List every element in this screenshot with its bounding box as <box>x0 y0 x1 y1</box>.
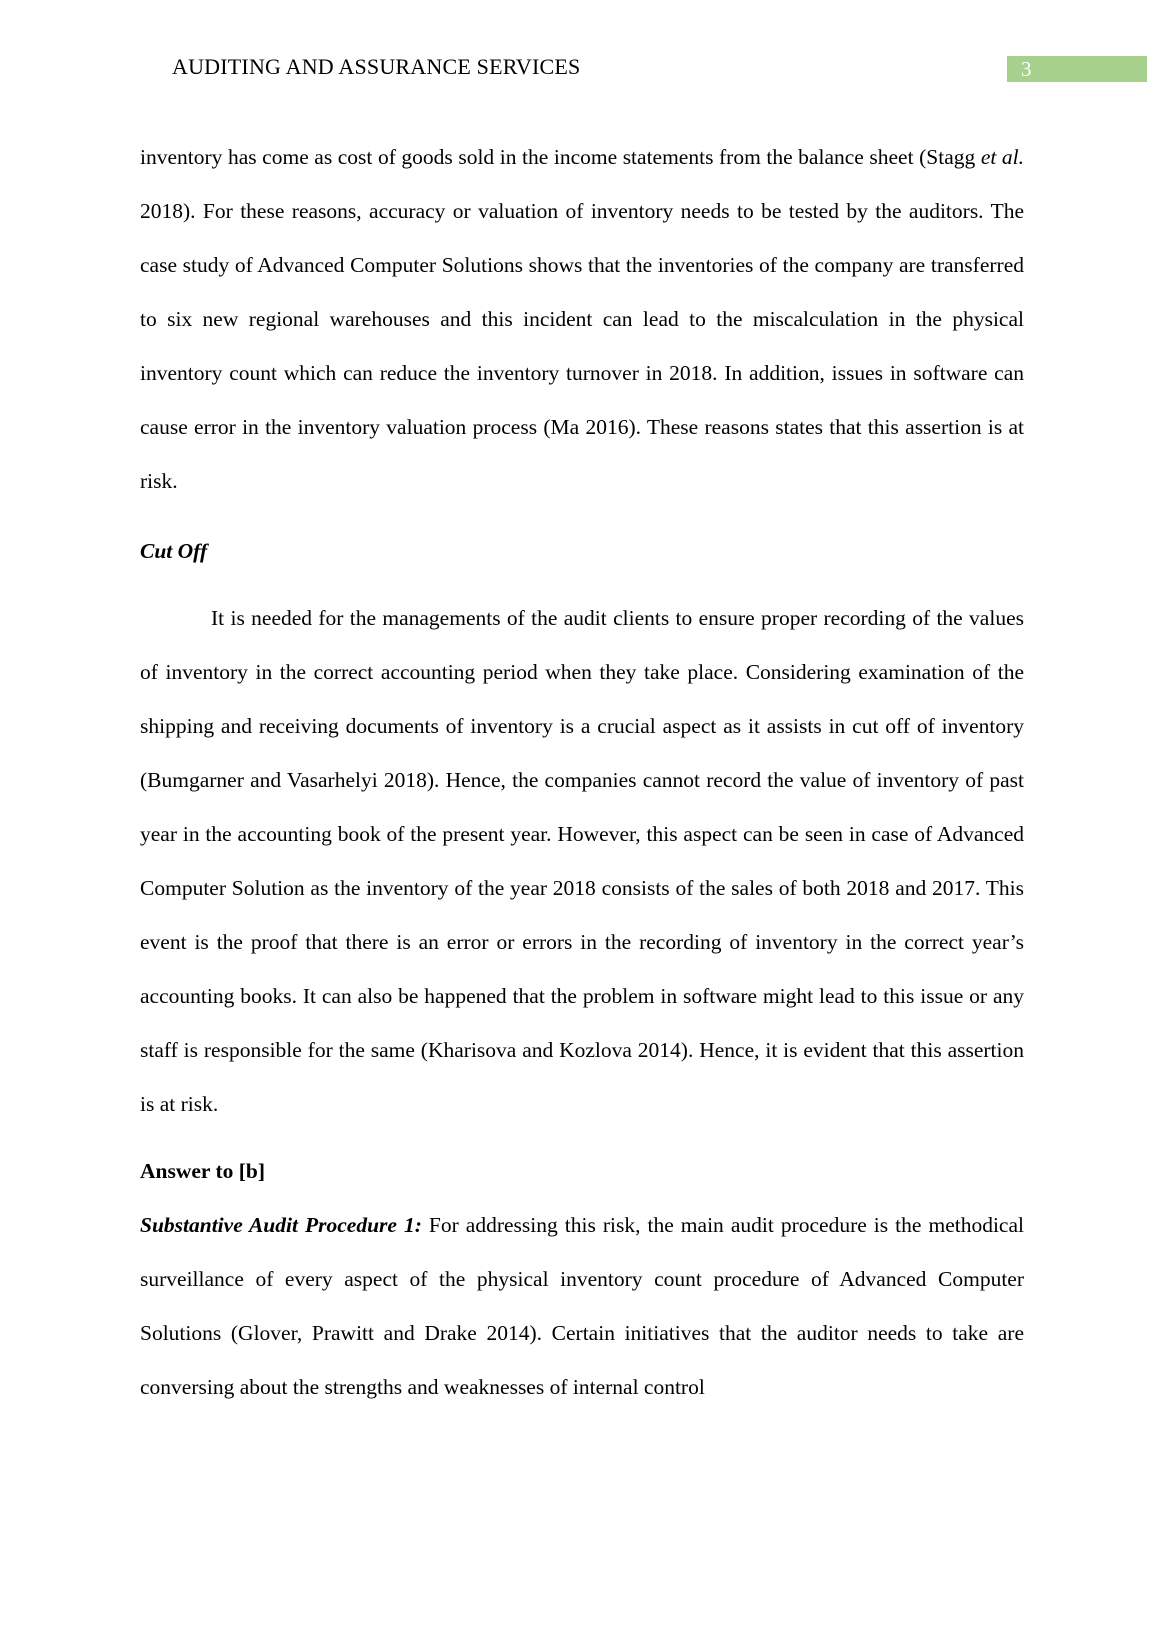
paragraph-text: 2018). For these reasons, accuracy or valuation of inventory needs to be tested by the auditors. The case study of Advanced Computer Solutions shows that the inventories of the company are transferred to six new regional warehouses and this incident can lead to the miscalculation in the physical inventory count which can reduce the inventory turnover in 2018. In addition, issues in software can cause error in the inventory valuation process (Ma 2016). These reasons states that this assertion is at risk. <box>140 199 1024 493</box>
paragraph-text: For addressing this risk, the main audit procedure is the methodical surveillance of every aspect of the physical inventory count procedure of Advanced Computer Solutions (Glover, Prawitt and Drake 2014). Certain initiatives that the auditor needs to take are conversing about the strengths and weaknesses of internal control <box>140 1213 1024 1399</box>
section-heading-answer-b: Answer to [b] <box>140 1159 266 1183</box>
paragraph-text: inventory has come as cost of goods sold in the income statements from the balance sheet (Stagg <box>140 145 981 169</box>
page-number-badge: 3 <box>1007 56 1147 82</box>
paragraph-cut-off: It is needed for the managements of the audit clients to ensure proper recording of the values of inventory in the correct accounting period when they take place. Considering examination of the shipping and receiving documents of inventory is a crucial aspect as it assists in cut off of inventory (Bumgarner and Vasarhelyi 2018). Hence, the companies cannot record the value of inventory of past year in the accounting book of the present year. However, this aspect can be seen in case of Advanced Computer Solution as the inventory of the year 2018 consists of the sales of both 2018 and 2017. This event is the proof that there is an error or errors in the recording of inventory in the correct year’s accounting books. It can also be happened that the problem in software might lead to this issue or any staff is responsible for the same (Kharisova and Kozlova 2014). Hence, it is evident that this assertion is at risk. <box>140 606 1024 1116</box>
paragraph-substantive-procedure <box>140 1198 1024 1414</box>
section-heading-cut-off: Cut Off <box>140 539 208 563</box>
citation-et-al: et al. <box>980 145 1024 169</box>
running-header-title: AUDITING AND ASSURANCE SERVICES <box>172 54 581 79</box>
procedure-label: Substantive Audit Procedure 1: <box>140 1213 422 1237</box>
paragraph-inventory-valuation <box>140 130 1024 508</box>
document-body <box>140 130 1024 1414</box>
